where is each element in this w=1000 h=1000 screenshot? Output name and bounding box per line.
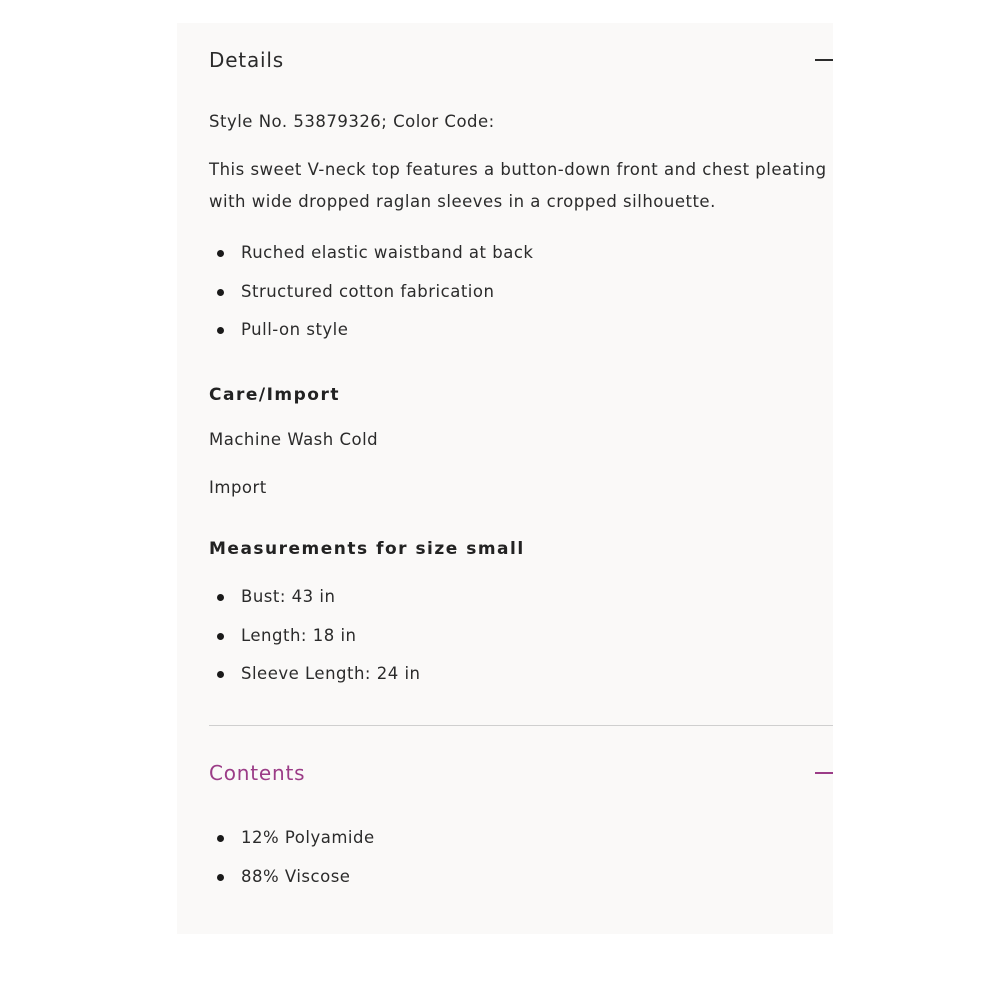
contents-accordion-header[interactable] bbox=[209, 758, 833, 788]
care-line: Machine Wash Cold bbox=[209, 430, 379, 449]
list-item: Ruched elastic waistband at back bbox=[209, 234, 533, 273]
bullet-icon bbox=[217, 671, 224, 678]
style-number: Style No. 53879326; Color Code: bbox=[209, 112, 495, 131]
section-divider bbox=[209, 725, 833, 726]
feature-list bbox=[209, 234, 533, 350]
list-item: 88% Viscose bbox=[209, 858, 375, 897]
measurement-list bbox=[209, 578, 421, 694]
list-item: Bust: 43 in bbox=[209, 578, 421, 617]
bullet-icon bbox=[217, 874, 224, 881]
product-info-panel bbox=[177, 23, 833, 934]
bullet-icon bbox=[217, 327, 224, 334]
product-description: This sweet V-neck top features a button-down front and chest pleating with wide dropped raglan sleeves in a cropped silhouette. bbox=[209, 160, 827, 211]
contents-list bbox=[209, 819, 375, 896]
bullet-icon bbox=[217, 594, 224, 601]
list-item: Sleeve Length: 24 in bbox=[209, 655, 421, 694]
list-item: Structured cotton fabrication bbox=[209, 273, 533, 312]
care-line: Import bbox=[209, 478, 267, 497]
bullet-icon bbox=[217, 250, 224, 257]
contents-title: Contents bbox=[209, 761, 306, 785]
details-title: Details bbox=[209, 48, 284, 72]
bullet-icon bbox=[217, 835, 224, 842]
details-accordion-header[interactable] bbox=[209, 45, 833, 75]
measurements-heading: Measurements for size small bbox=[209, 539, 525, 559]
minus-icon[interactable] bbox=[815, 59, 833, 61]
list-item: 12% Polyamide bbox=[209, 819, 375, 858]
bullet-icon bbox=[217, 289, 224, 296]
list-item: Pull-on style bbox=[209, 311, 533, 350]
bullet-icon bbox=[217, 633, 224, 640]
minus-icon[interactable] bbox=[815, 772, 833, 774]
list-item: Length: 18 in bbox=[209, 617, 421, 656]
care-heading: Care/Import bbox=[209, 385, 340, 405]
